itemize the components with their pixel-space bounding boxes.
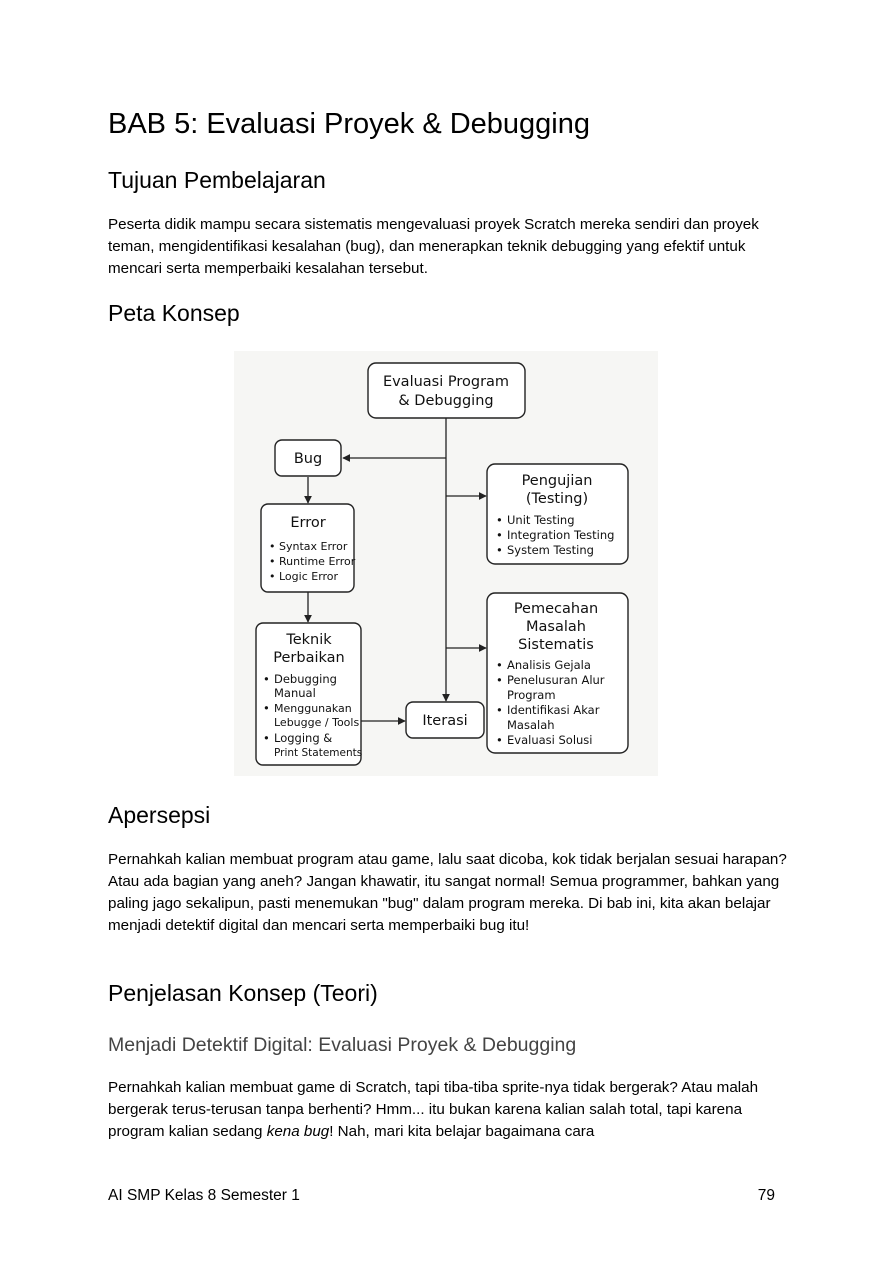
pemecahan-item: Program [507, 688, 556, 702]
error-item: Runtime Error [279, 555, 356, 568]
pemecahan-item: Penelusuran Alur [507, 673, 605, 687]
teknik-title-2: Perbaikan [273, 650, 345, 666]
teknik-item: Manual [274, 686, 316, 700]
root-line-2: & Debugging [398, 393, 494, 409]
root-box [368, 363, 525, 418]
pengujian-bullet: • [496, 513, 503, 527]
pemecahan-item: Masalah [507, 718, 555, 732]
pemecahan-title-2: Masalah [526, 619, 586, 635]
pemecahan-bullet: • [496, 703, 503, 717]
paragraph-penjelasan-emphasis: kena bug [266, 1123, 330, 1140]
error-bullet: • [269, 570, 276, 583]
root-line-1: Evaluasi Program [382, 374, 510, 390]
pengujian-item: Integration Testing [507, 528, 615, 542]
pemecahan-bullet: • [496, 733, 503, 747]
error-bullet: • [269, 555, 276, 568]
pemecahan-title-3: Sistematis [518, 637, 594, 653]
error-item: Syntax Error [279, 540, 348, 553]
bug-label: Bug [293, 451, 323, 467]
paragraph-penjelasan [108, 1077, 788, 1143]
pemecahan-item: Identifikasi Akar [507, 703, 600, 717]
pengujian-item: Unit Testing [507, 513, 575, 527]
paragraph-penjelasan-text: Pernahkah kalian membuat game di Scratch, tapi tiba-tiba sprite-nya tidak bergerak? Atau malah bergerak terus-terusan tanpa berhenti? Hmm... itu bukan karena kalian salah total, tapi karena program kalian sedang [108, 1079, 759, 1140]
pengujian-title-2: (Testing) [525, 491, 589, 507]
teknik-item: Logging & [274, 731, 333, 745]
concept-map [234, 351, 658, 776]
teknik-item: Lebugge / Tools [274, 716, 360, 729]
teknik-title-1: Teknik [286, 632, 332, 648]
heading-peta-konsep: Peta Konsep [108, 300, 240, 326]
pemecahan-title-1: Pemecahan [513, 601, 599, 617]
error-item: Logic Error [279, 570, 339, 583]
pemecahan-item: Analisis Gejala [507, 658, 591, 672]
error-title: Error [290, 515, 326, 531]
teknik-bullet: • [263, 731, 270, 745]
teknik-bullet: • [263, 701, 270, 715]
paragraph-apersepsi: Pernahkah kalian membuat program atau game, lalu saat dicoba, kok tidak berjalan sesuai harapan? Atau ada bagian yang aneh? Jangan khawatir, itu sangat normal! Semua programmer, bahkan yang paling jago sekalipun, pasti menemukan "bug" dalam program mereka. Di bab ini, kita akan belajar menjadi detektif digital dan mencari serta memperbaiki bug itu! [108, 851, 787, 934]
pemecahan-item: Evaluasi Solusi [507, 733, 593, 747]
heading-penjelasan: Penjelasan Konsep (Teori) [108, 980, 378, 1006]
footer-page-number: 79 [757, 1187, 775, 1204]
chapter-title: BAB 5: Evaluasi Proyek & Debugging [108, 108, 590, 140]
pengujian-bullet: • [496, 528, 503, 542]
teknik-item: Menggunakan [274, 702, 352, 715]
paragraph-penjelasan-text-end: ! Nah, mari kita belajar bagaimana cara [329, 1123, 595, 1140]
heading-tujuan: Tujuan Pembelajaran [108, 167, 326, 193]
iterasi-label: Iterasi [422, 713, 468, 729]
error-bullet: • [269, 540, 276, 553]
teknik-item: Print Statements [274, 747, 363, 759]
pemecahan-bullet: • [496, 673, 503, 687]
teknik-item: Debugging [274, 672, 337, 686]
pengujian-bullet: • [496, 543, 503, 557]
subheading-detektif-digital: Menjadi Detektif Digital: Evaluasi Proyek & Debugging [108, 1034, 577, 1056]
pengujian-item: System Testing [507, 543, 594, 557]
pemecahan-bullet: • [496, 658, 503, 672]
teknik-bullet: • [263, 672, 270, 686]
pengujian-title-1: Pengujian [521, 473, 593, 489]
footer-book-title: AI SMP Kelas 8 Semester 1 [108, 1187, 300, 1204]
paragraph-tujuan: Peserta didik mampu secara sistematis mengevaluasi proyek Scratch mereka sendiri dan proyek teman, mengidentifikasi kesalahan (bug), dan menerapkan teknik debugging yang efektif untuk mencari serta memperbaiki kesalahan tersebut. [108, 216, 759, 277]
heading-apersepsi: Apersepsi [108, 802, 211, 828]
